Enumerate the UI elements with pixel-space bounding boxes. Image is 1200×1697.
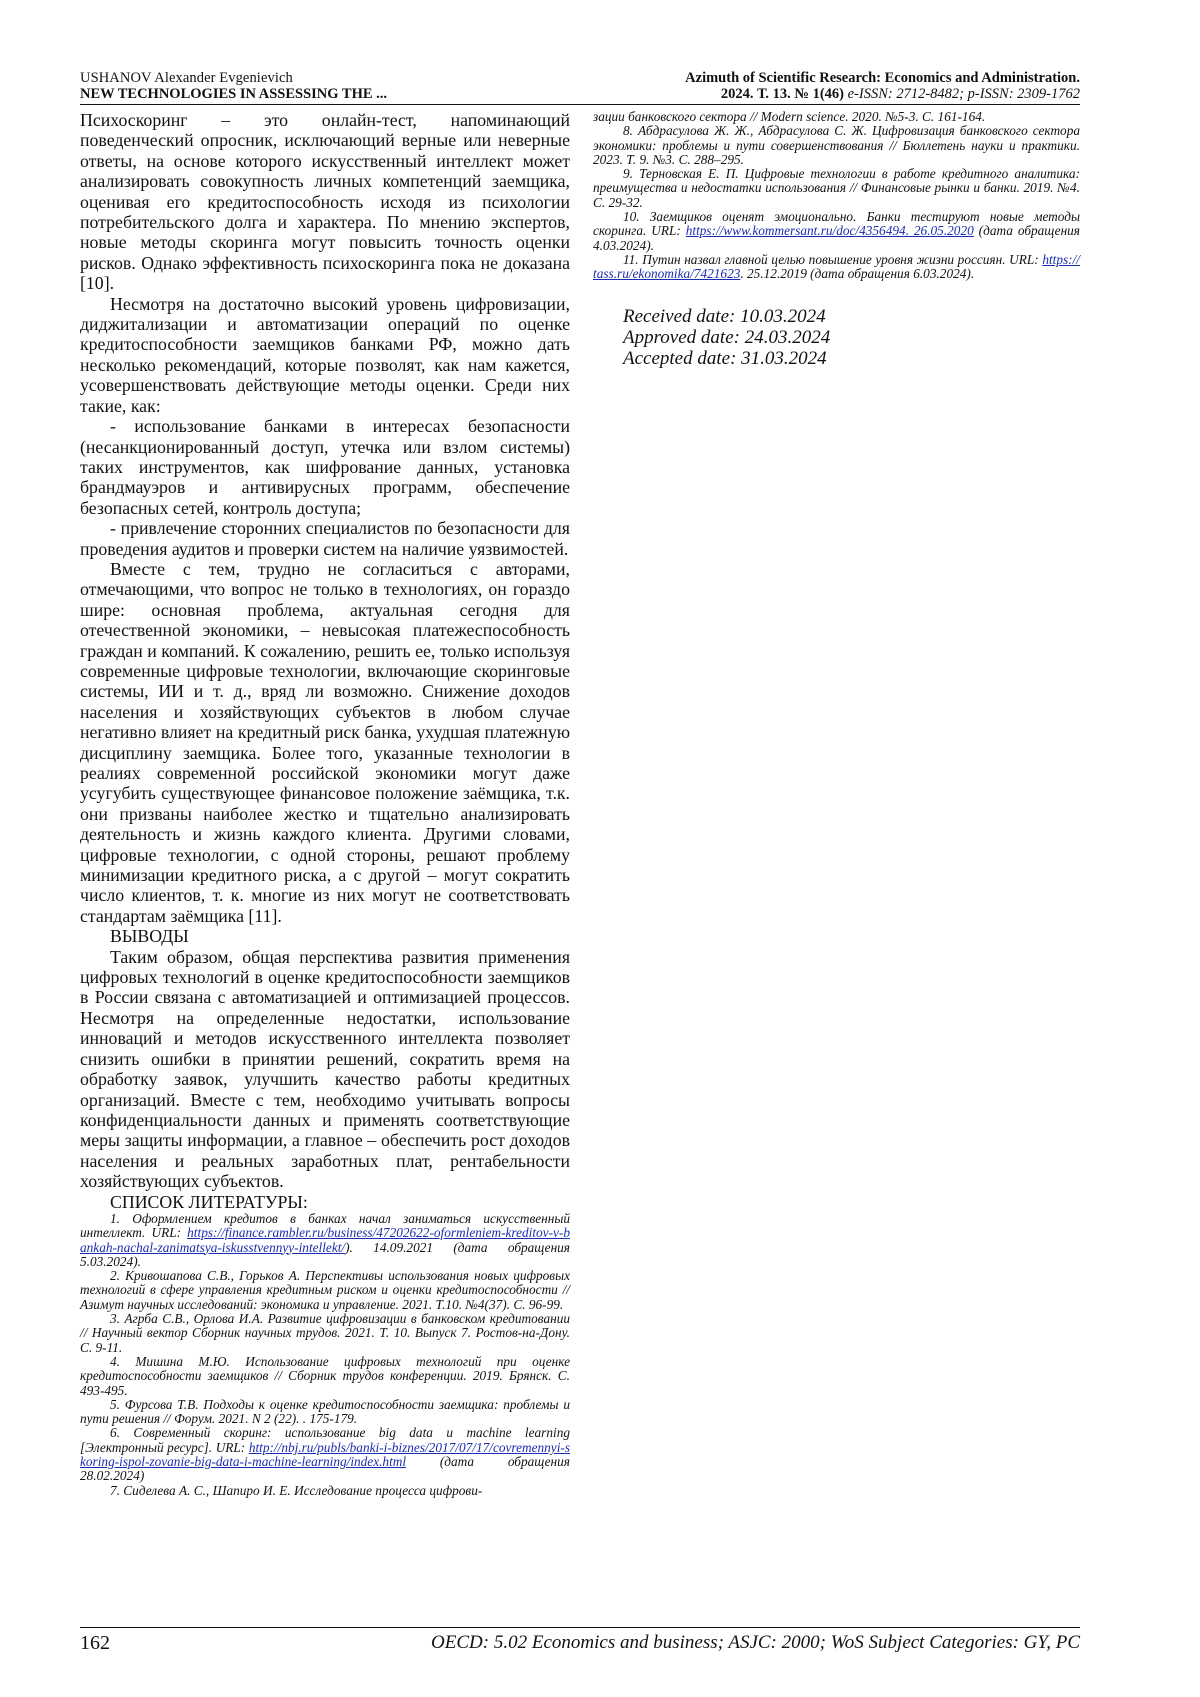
reference-2: 2. Кривошапова С.В., Горьков А. Перспективы использования новых цифровых технологий в сфере управления кредитным риском и оценки кредитоспособности // Азимут научных исследований: экономика и управление. 2021. Т.10. №4(37). С. 96-99.: [80, 1268, 570, 1312]
reference-1-link[interactable]: https://finance.rambler.ru/business/47202622-oformleniem-kreditov-v-bankah-nachal-zanimatsya-iskusstvennyy-intellekt/: [80, 1225, 570, 1255]
footer-divider: [80, 1627, 1080, 1628]
paragraph-solvency: Вместе с тем, трудно не согласиться с авторами, отмечающими, что вопрос не только в технологиях, он гораздо шире: основная проблема, актуальная сегодня для отечественной экономики, – невысокая платежеспособность граждан и компаний. К сожалению, решить ее, только используя современные цифровые технологии, включающие скоринговые системы, ИИ и т. д., вряд ли возможно. Снижение доходов населения и хозяйствующих субъектов в любом случае негативно влияет на кредитный риск банка, ухудшая платежную дисциплину заемщика. Более того, указанные технологии в реалиях современной российской экономики могут даже усугубить существующее финансовое положение заёмщика, т.к. они призваны наиболее жестко и тщательно анализировать деятельность и жизнь каждого клиента. Другими словами, цифровые технологии, с одной стороны, решают проблему минимизации кредитного риска, а с другой – могут сократить число клиентов, т. к. многие из них могут не соответствовать стандартам заёмщика [11].: [80, 558, 570, 926]
conclusions-heading: ВЫВОДЫ: [110, 926, 189, 947]
header-journal: Azimuth of Scientific Research: Economics and Administration.: [685, 70, 1080, 86]
header-issue: [685, 86, 1080, 102]
left-column: [80, 110, 570, 1498]
reference-7-end: зации банковского сектора // Modern science. 2020. №5-3. С. 161-164.: [593, 109, 986, 124]
reference-6-text: 6. Современный скоринг: использование big data и machine learning [Электронный ресурс]. URL:: [80, 1425, 570, 1455]
reference-6-link[interactable]: http://nbj.ru/publs/banki-i-biznes/2017/07/17/covremennyi-skoring-ispol-zovanie-big-data-i-machine-learning/index.html: [80, 1439, 570, 1469]
reference-10-tail: (дата обращения 4.03.2024).: [593, 223, 1080, 253]
header-volume: 2024. Т. 13. № 1(46): [720, 86, 844, 102]
article-dates: [593, 306, 1080, 369]
received-date: Received date: 10.03.2024: [623, 305, 826, 327]
reference-1: [80, 1212, 570, 1269]
header-divider: [80, 104, 1080, 105]
approved-date: Approved date: 24.03.2024: [623, 326, 831, 348]
header-article-title: NEW TECHNOLOGIES IN ASSESSING THE ...: [80, 86, 388, 102]
reference-7-start: 7. Сиделева А. С., Шапиро И. Е. Исследование процесса цифрови-: [110, 1482, 483, 1498]
reference-11: [593, 253, 1080, 282]
reference-5: 5. Фурсова Т.В. Подходы к оценке кредитоспособности заемщика: проблемы и пути решения // Форум. 2021. N 2 (22). . 175-179.: [80, 1396, 570, 1427]
reference-6: [80, 1426, 570, 1483]
reference-6-tail: (дата обращения 28.02.2024): [80, 1453, 570, 1484]
page-number: 162: [80, 1632, 110, 1654]
paragraph-psychoscoring: Психоскоринг – это онлайн-тест, напоминающий поведенческий опросник, исключающий верные или неверные ответы, на основе которого искусственный интеллект может анализировать совокупность личных компетенций заемщика, оценивая его кредитоспособность исходя из психологии потребительского долга и характера. По мнению экспертов, новые методы скоринга могут повысить точность оценки рисков. Однако эффективность психоскоринга пока не доказана [10].: [80, 110, 570, 294]
reference-11-tail: . 25.12.2019 (дата обращения 6.03.2024).: [740, 266, 975, 282]
paragraph-conclusions: Таким образом, общая перспектива развития применения цифровых технологий в оценке кредитоспособности заемщиков в России связана с автоматизацией и оптимизацией процессов. Несмотря на определенные недостатки, использование инноваций и методов искусственного интеллекта позволяет снизить ошибки в принятии решений, сократить время на обработку заявок, улучшить качество работы кредитных организаций. Вместе с тем, необходимо учитывать вопросы конфиденциальности данных и применять соответствующие меры защиты информации, а главное – обеспечить рост доходов населения и реальных заработных плат, рентабельности хозяйствующих субъектов.: [80, 946, 570, 1192]
reference-11-text: 11. Путин назвал главной целью повышение уровня жизни россиян. URL:: [623, 251, 1043, 267]
reference-10-link[interactable]: https://www.kommersant.ru/doc/4356494. 26.05.2020: [685, 223, 974, 239]
header-issn: e-ISSN: 2712-8482; p-ISSN: 2309-1762: [844, 86, 1080, 102]
reference-3: 3. Агрба С.В., Орлова И.А. Развитие цифровизации в банковском кредитовании // Научный вектор Сборник научных трудов. 2021. Т. 10. Выпуск 7. Ростов-на-Дону. С. 9-11.: [80, 1311, 570, 1355]
accepted-date: Accepted date: 31.03.2024: [623, 347, 827, 369]
reference-1-tail: ). 14.09.2021 (дата обращения 5.03.2024).: [80, 1239, 570, 1269]
right-column: [593, 110, 1080, 369]
reference-10: [593, 210, 1080, 253]
reference-10-text: 10. Заемщиков оценят эмоционально. Банки тестируют новые методы скоринга. URL:: [593, 209, 1080, 239]
running-header-left: [80, 70, 387, 102]
list-item-security-tools: - использование банками в интересах безопасности (несанкционированный доступ, утечка или взлом системы) таких инструментов, как шифрование данных, установка брандмауэров и антивирусных программ, обеспечение безопасных сетей, контроль доступа;: [80, 416, 570, 518]
reference-8: 8. Абдрасулова Ж. Ж., Абдрасулова С. Ж. Цифровизация банковского сектора экономики: проблемы и пути совершенствования // Бюллетень науки и практики. 2023. Т. 9. №3. С. 288–295.: [593, 123, 1080, 167]
list-item-external-specialists: - привлечение сторонних специалистов по безопасности для проведения аудитов и проверки систем на наличие уязвимостей.: [80, 518, 570, 559]
reference-11-link[interactable]: https://tass.ru/ekonomika/7421623: [593, 251, 1080, 282]
header-author: USHANOV Alexander Evgenievich: [80, 70, 293, 86]
reference-1-text: 1. Оформлением кредитов в банках начал заниматься искусственный интеллект. URL:: [80, 1210, 570, 1241]
references-heading: СПИСОК ЛИТЕРАТУРЫ:: [110, 1191, 308, 1212]
running-header-right: [685, 70, 1080, 102]
subject-classification: OECD: 5.02 Economics and business; ASJC: 2000; WoS Subject Categories: GY, PC: [431, 1632, 1080, 1653]
reference-4: 4. Мишина М.Ю. Использование цифровых технологий при оценке кредитоспособности заемщиков // Сборник трудов конференции. 2019. Брянск. С. 493-495.: [80, 1353, 570, 1398]
reference-9: 9. Терновская Е. П. Цифровые технологии в работе кредитного аналитика: преимущества и недостатки использования // Финансовые рынки и банки. 2019. №4. С. 29-32.: [593, 166, 1080, 210]
paragraph-recommendations: Несмотря на достаточно высокий уровень цифровизации, диджитализации и автоматизации операций по оценке кредитоспособности заемщиков банками РФ, можно дать несколько рекомендаций, которые позволят, как нам кажется, усовершенствовать действующие методы оценки. Среди них такие, как:: [80, 293, 570, 416]
